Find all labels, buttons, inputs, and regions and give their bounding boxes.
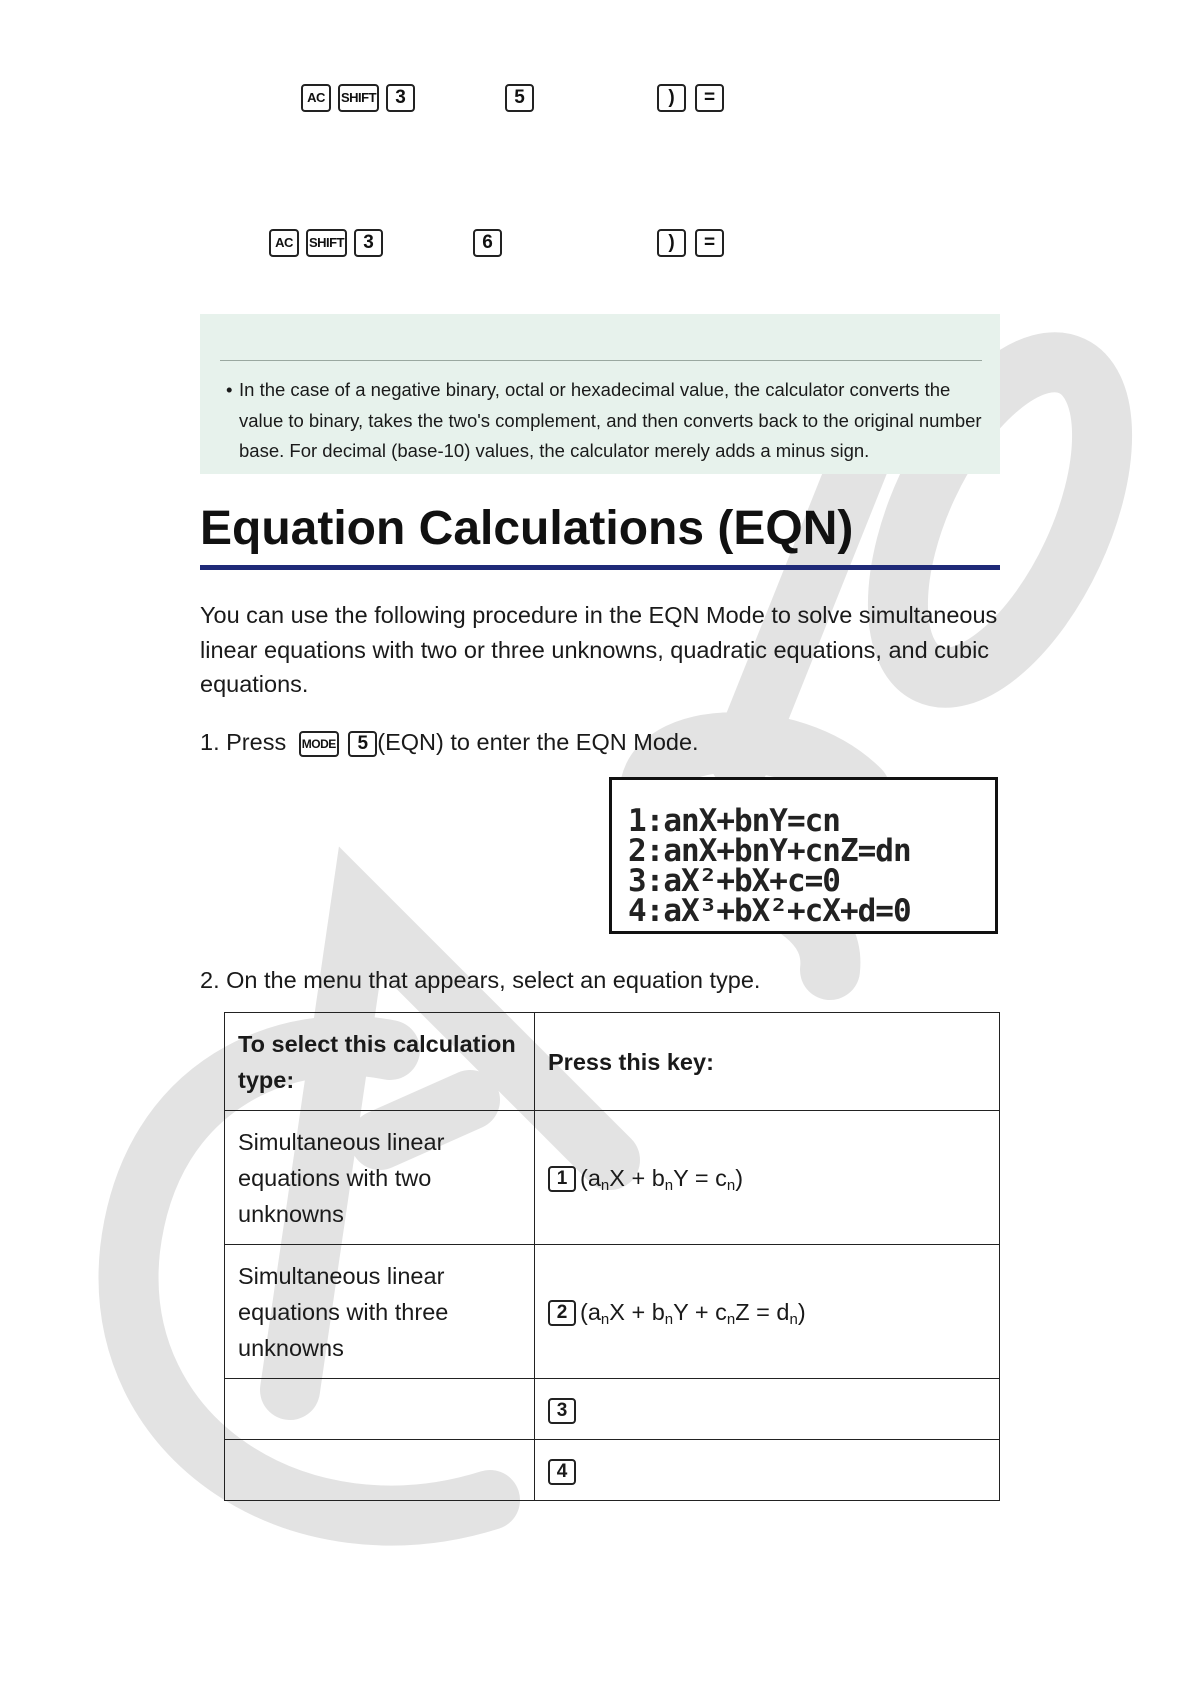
- digit-1-key: 1: [548, 1166, 576, 1192]
- equals-key: =: [695, 84, 724, 112]
- equation-formula: $(a_nX + b_nY + c_nZ = d_n)$: [580, 1298, 806, 1328]
- title-underline: [200, 565, 1000, 570]
- table-cell-type: [225, 1440, 535, 1501]
- digit-4-key: 4: [548, 1459, 576, 1485]
- equals-key: =: [695, 229, 724, 257]
- digit-3-key: 3: [548, 1398, 576, 1424]
- shift-key: SHIFT: [338, 84, 379, 112]
- table-cell-key: [535, 1440, 1000, 1501]
- step-2: 2. On the menu that appears, select an equation type.: [200, 967, 761, 993]
- table-header-type: To select this calculation type:: [225, 1013, 535, 1111]
- table-header-key: Press this key:: [535, 1013, 1000, 1111]
- lcd-menu-line-2: 2:anX+bnY+cnZ=dn: [628, 833, 911, 869]
- table-cell-key: [535, 1111, 1000, 1245]
- ac-key: AC: [301, 84, 331, 112]
- note-box: [200, 314, 1000, 474]
- close-paren-key: ): [657, 84, 686, 112]
- table-row: [225, 1379, 1000, 1440]
- ac-key: AC: [269, 229, 299, 257]
- shift-key: SHIFT: [306, 229, 347, 257]
- note-bullet: •: [226, 379, 233, 400]
- table-row: [225, 1245, 1000, 1379]
- table-header-row: [225, 1013, 1000, 1111]
- equation-type-table: [224, 1012, 1000, 1501]
- note-text: In the case of a negative binary, octal or hexadecimal value, the calculator converts the value to binary, takes the two's complement, and then converts back to the original number base. For decimal (base-10) values, the calculator merely adds a minus sign.: [239, 379, 982, 461]
- equation-formula: $(a_nX + b_nY = c_n)$: [580, 1164, 744, 1194]
- calculator-display: [609, 777, 998, 934]
- table-row: [225, 1440, 1000, 1501]
- digit-5-key: 5: [505, 84, 534, 112]
- table-cell-type: Simultaneous linear equations with three unknowns: [225, 1245, 535, 1379]
- step-1: [200, 727, 699, 757]
- digit-3-key: 3: [386, 84, 415, 112]
- digit-3-key: 3: [354, 229, 383, 257]
- digit-6-key: 6: [473, 229, 502, 257]
- digit-2-key: 2: [548, 1300, 576, 1326]
- table-cell-key: [535, 1245, 1000, 1379]
- step-1-prefix: 1. Press: [200, 729, 287, 755]
- lcd-menu-line-1: 1:anX+bnY=cn: [628, 803, 840, 839]
- lcd-menu-line-3: 3:aX²+bX+c=0: [628, 863, 840, 899]
- step-1-suffix: (EQN) to enter the EQN Mode.: [377, 729, 699, 755]
- mode-key: MODE: [299, 731, 339, 757]
- table-cell-type: [225, 1379, 535, 1440]
- close-paren-key: ): [657, 229, 686, 257]
- table-cell-type: Simultaneous linear equations with two unknowns: [225, 1111, 535, 1245]
- intro-paragraph: You can use the following procedure in the EQN Mode to solve simultaneous linear equations with two or three unknowns, quadratic equations, and cubic equations.: [200, 602, 998, 697]
- note-divider: [220, 360, 982, 361]
- table-cell-key: [535, 1379, 1000, 1440]
- table-row: [225, 1111, 1000, 1245]
- lcd-menu-line-4: 4:aX³+bX²+cX+d=0: [628, 893, 911, 929]
- section-title: Equation Calculations (EQN): [200, 502, 854, 555]
- digit-5-key: 5: [348, 731, 377, 757]
